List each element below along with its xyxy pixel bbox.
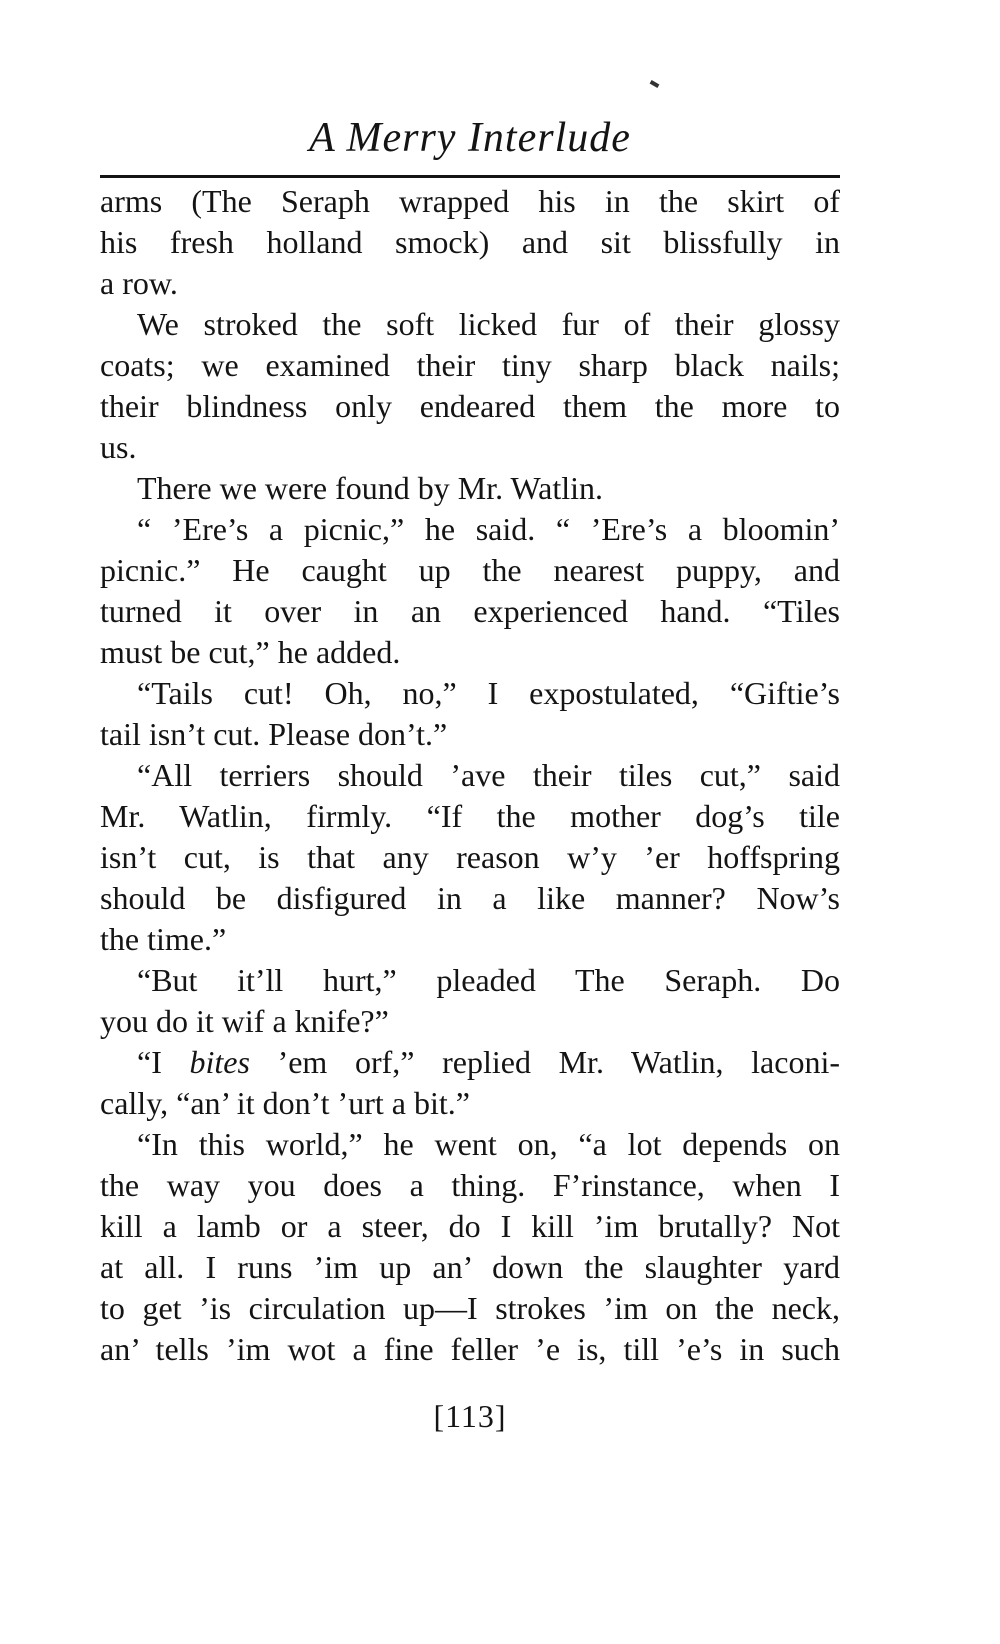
text-line: cally, “an’ it don’t ’urt a bit.” [100, 1085, 470, 1121]
text-line: at all. I runs ’im up an’ down the slaughter yard [100, 1249, 840, 1285]
stray-ink-mark [650, 80, 660, 88]
text-line: We stroked the soft licked fur of their glossy [137, 306, 840, 342]
header-rule [100, 175, 840, 178]
text-line: us. [100, 429, 137, 465]
text-line: There we were found by Mr. Watlin. [137, 470, 604, 506]
text-line: “ ’Ere’s a picnic,” he said. “ ’Ere’s a bloomin’ [137, 511, 840, 547]
text-line: coats; we examined their tiny sharp black nails; [100, 347, 840, 383]
text-line: a row. [100, 265, 178, 301]
text-line: “But it’ll hurt,” pleaded The Seraph. Do [137, 962, 840, 998]
text-line: the way you does a thing. F’rinstance, when I [100, 1167, 840, 1203]
text-line: isn’t cut, is that any reason w’y ’er hoffspring [100, 839, 840, 875]
text-line: arms (The Seraph wrapped his in the skirt of [100, 183, 840, 219]
text-line: an’ tells ’im wot a fine feller ’e is, till ’e’s in such [100, 1331, 840, 1367]
text-line: their blindness only endeared them the more to [100, 388, 840, 424]
text-line: his fresh holland smock) and sit blissfully in [100, 224, 840, 260]
text-line: you do it wif a knife?” [100, 1003, 389, 1039]
text-line: the time.” [100, 921, 227, 957]
text-line: must be cut,” he added. [100, 634, 401, 670]
text-line: “All terriers should ’ave their tiles cut,” said [137, 757, 840, 793]
page-number: [113] [433, 1398, 507, 1434]
emphasis: bites [189, 1044, 250, 1080]
text-line: turned it over in an experienced hand. “Tiles [100, 593, 840, 629]
text-line: kill a lamb or a steer, do I kill ’im brutally? Not [100, 1208, 840, 1244]
text-line: to get ’is circulation up—I strokes ’im on the neck, [100, 1290, 840, 1326]
running-head: A Merry Interlude [309, 115, 631, 161]
text-line: tail isn’t cut. Please don’t.” [100, 716, 448, 752]
text-line: “In this world,” he went on, “a lot depends on [137, 1126, 840, 1162]
text-line: should be disfigured in a like manner? Now’s [100, 880, 840, 916]
text-line: Mr. Watlin, firmly. “If the mother dog’s tile [100, 798, 840, 834]
text-line: “I bites ’em orf,” replied Mr. Watlin, laconi- [137, 1044, 840, 1080]
body-text [100, 181, 840, 1370]
text-line: picnic.” He caught up the nearest puppy, and [100, 552, 840, 588]
text-line: “Tails cut! Oh, no,” I expostulated, “Giftie’s [137, 675, 840, 711]
